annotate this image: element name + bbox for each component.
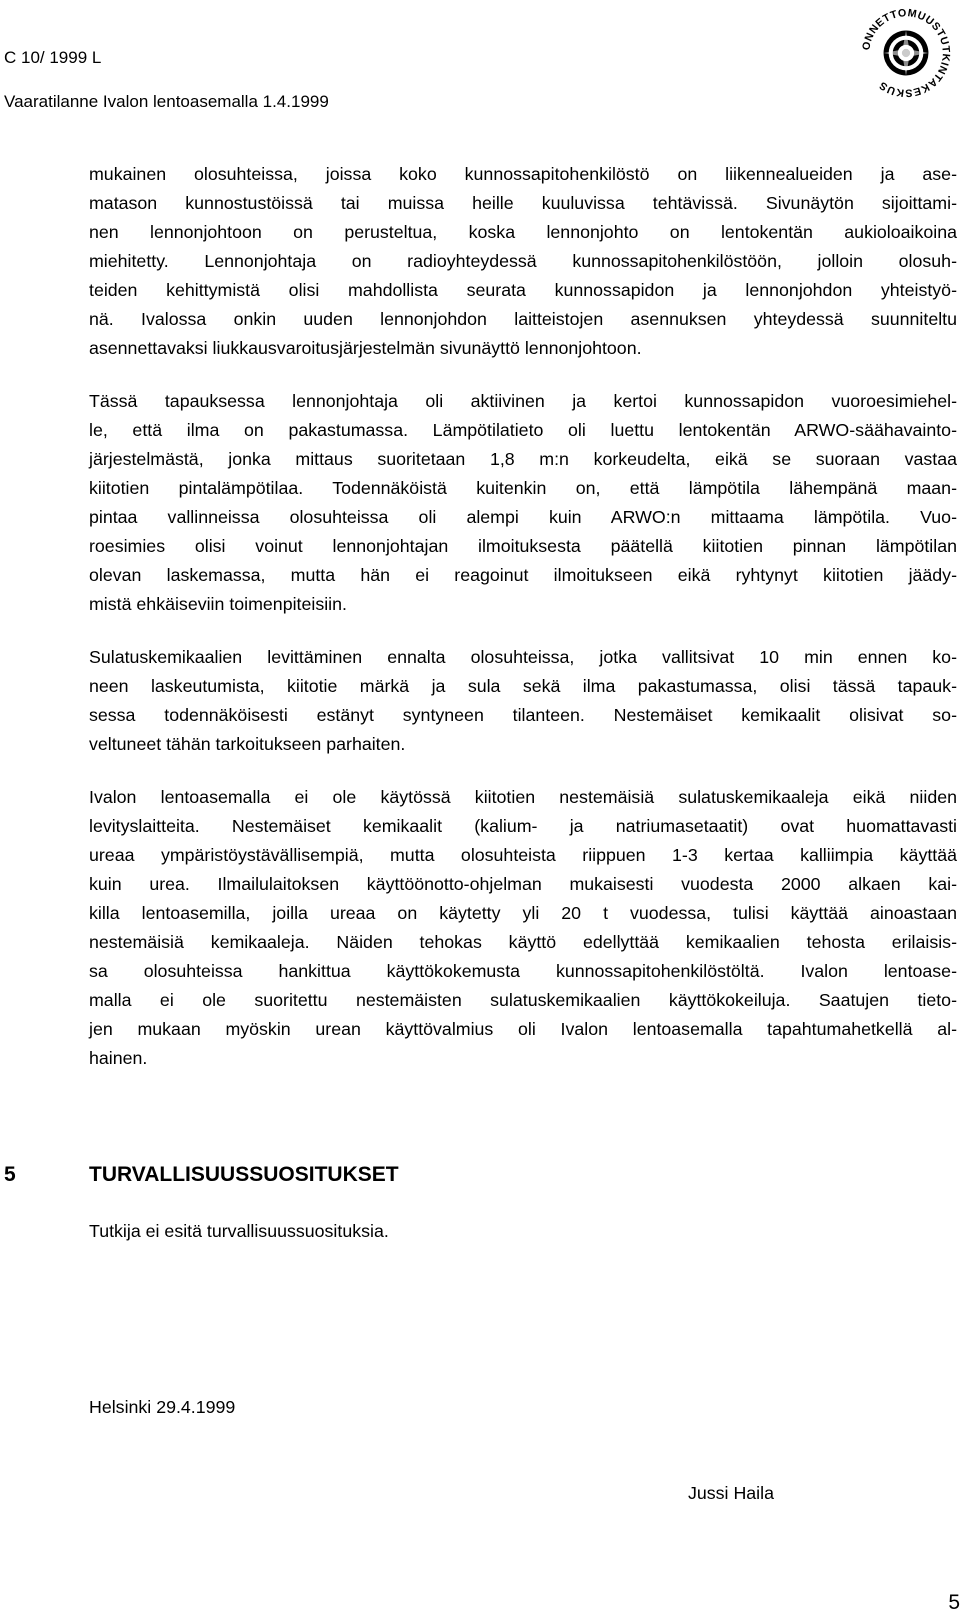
- text-line: nen lennonjohtoon on perusteltua, koska lennonjohto on lentokentän aukioloaikoina: [89, 222, 957, 242]
- text-line: kiitotien pintalämpötilaa. Todennäköistä kuitenkin on, että lämpötila lähempänä maan-: [89, 478, 957, 498]
- text-line: veltuneet tähän tarkoitukseen parhaiten.: [89, 734, 406, 754]
- text-line: levityslaitteita. Nestemäiset kemikaalit (kalium- ja natriumasetaatit) ovat huomattavasti: [89, 816, 957, 836]
- text-line: malla ei ole suoritettu nestemäisten sulatuskemikaalien käyttökokeiluja. Saatujen tieto-: [89, 990, 957, 1010]
- text-line: mukainen olosuhteissa, joissa koko kunnossapitohenkilöstö on liikennealueiden ja ase-: [89, 164, 957, 184]
- text-line: matason kunnostustöissä tai muissa heille kuuluvissa tehtävissä. Sivunäytön sijoittami-: [89, 193, 957, 213]
- text-line: hainen.: [89, 1048, 148, 1068]
- section-number: 5: [4, 1163, 16, 1186]
- text-line: Ivalon lentoasemalla ei ole käytössä kiitotien nestemäisiä sulatuskemikaaleja eikä niiden: [89, 787, 957, 807]
- organization-logo: [855, 2, 957, 104]
- page-header-title: Vaaratilanne Ivalon lentoasemalla 1.4.1999: [4, 92, 329, 111]
- logo-ring-text: ONNETTOMUUSTUTKINTAKESKUS: [860, 7, 952, 99]
- text-line: miehitetty. Lennonjohtaja on radioyhteydessä kunnossapitohenkilöstöön, jolloin olosuh-: [89, 251, 957, 271]
- page-header-code: C 10/ 1999 L: [4, 48, 102, 67]
- signatory-name: Jussi Haila: [688, 1483, 774, 1503]
- place-date: Helsinki 29.4.1999: [89, 1397, 236, 1417]
- text-line: teiden kehittymistä olisi mahdollista seurata kunnossapidon ja lennonjohdon yhteistyö-: [89, 280, 957, 300]
- text-line: neen laskeutumista, kiitotie märkä ja sula sekä ilma pakastumassa, olisi tässä tapauk-: [89, 676, 957, 696]
- text-line: le, että ilma on pakastumassa. Lämpötilatieto oli luettu lentokentän ARWO-säähavainto-: [89, 420, 957, 440]
- text-line: nä. Ivalossa onkin uuden lennonjohdon laitteistojen asennuksen yhteydessä suunniteltu: [89, 309, 957, 329]
- text-line: järjestelmästä, jonka mittaus suoritetaan 1,8 m:n korkeudelta, eikä se suoraan vastaa: [89, 449, 957, 469]
- page-number: 5: [948, 1591, 960, 1614]
- text-line: ureaa ympäristöystävällisempiä, mutta olosuhteista riippuen 1-3 kertaa kalliimpia käyttää: [89, 845, 957, 865]
- text-line: nestemäisiä kemikaaleja. Näiden tehokas käyttö edellyttää kemikaalien tehosta erilaisis-: [89, 932, 957, 952]
- section-text: Tutkija ei esitä turvallisuussuosituksia.: [89, 1221, 389, 1241]
- text-line: roesimies olisi voinut lennonjohtajan ilmoituksesta päätellä kiitotien pinnan lämpötilan: [89, 536, 957, 556]
- text-line: olevan laskemassa, mutta hän ei reagoinut ilmoitukseen eikä ryhtynyt kiitotien jäädy-: [89, 565, 957, 585]
- text-line: killa lentoasemilla, joilla ureaa on käytetty yli 20 t vuodessa, tulisi käyttää ainoastaan: [89, 903, 957, 923]
- section-heading: TURVALLISUUSSUOSITUKSET: [89, 1163, 399, 1186]
- text-line: pintaa vallinneissa olosuhteissa oli alempi kuin ARWO:n mittaama lämpötila. Vuo-: [89, 507, 957, 527]
- text-line: jen mukaan myöskin urean käyttövalmius oli Ivalon lentoasemalla tapahtumahetkellä al-: [89, 1019, 957, 1039]
- text-line: asennettavaksi liukkausvaroitusjärjestelmän sivunäyttö lennonjohtoon.: [89, 338, 642, 358]
- text-line: sa olosuhteissa hankittua käyttökokemusta kunnossapitohenkilöstöltä. Ivalon lentoase-: [89, 961, 957, 981]
- text-line: Sulatuskemikaalien levittäminen ennalta olosuhteissa, jotka vallitsivat 10 min ennen ko-: [89, 647, 957, 667]
- text-line: kuin urea. Ilmailulaitoksen käyttöönotto-ohjelman mukaisesti vuodesta 2000 alkaen kai-: [89, 874, 957, 894]
- logo-spiral-icon: [884, 31, 929, 76]
- text-line: sessa todennäköisesti estänyt syntyneen tilanteen. Nestemäiset kemikaalit olisivat so-: [89, 705, 957, 725]
- text-line: mistä ehkäiseviin toimenpiteisiin.: [89, 594, 347, 614]
- text-line: Tässä tapauksessa lennonjohtaja oli aktiivinen ja kertoi kunnossapidon vuoroesimiehel-: [89, 391, 957, 411]
